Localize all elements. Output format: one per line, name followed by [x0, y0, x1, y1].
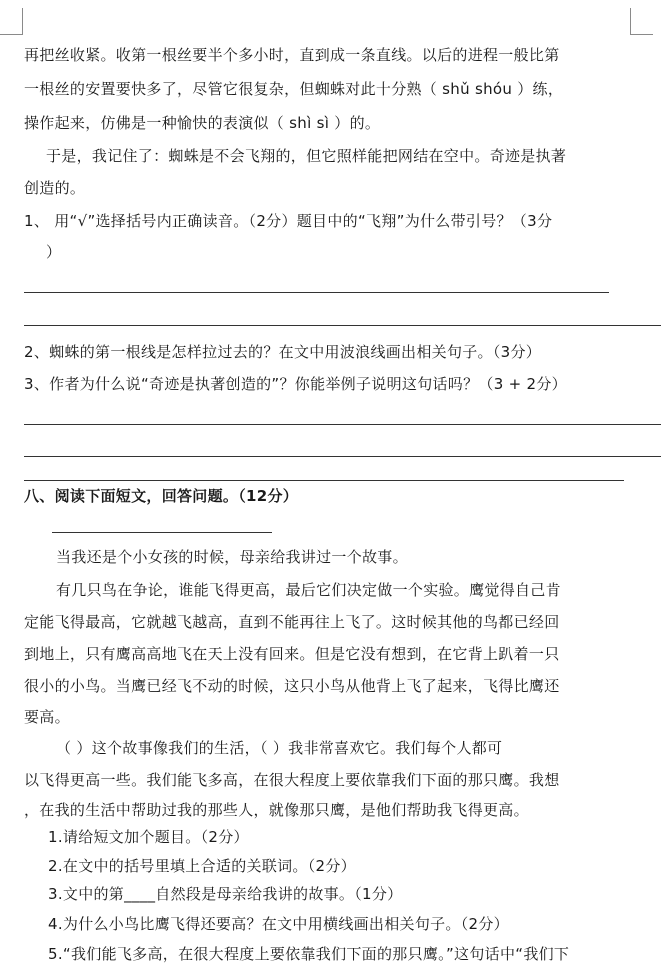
question-1-text-cont: ）	[46, 243, 62, 261]
story-paragraph-3-line-1: （ ）这个故事像我们的生活，（ ）我非常喜欢它。我们每个人都可	[56, 739, 503, 757]
story-paragraph-2-line-3: 到地上，只有鹰高高地飞在天上没有回来。但是它没有想到，在它背上趴着一只	[24, 645, 560, 663]
story-paragraph-1: 当我还是个小女孩的时候，母亲给我讲过一个故事。	[56, 548, 408, 566]
question-2-text: 2、蜘蛛的第一根线是怎样拉过去的？在文中用波浪线画出相关句子。（3分）	[24, 343, 542, 361]
question-8-2: 2.在文中的括号里填上合适的关联词。（2分）	[48, 857, 356, 875]
answer-line-1[interactable]	[24, 292, 609, 293]
story-paragraph-2-line-2: 定能飞得最高，它就越飞越高，直到不能再往上飞了。这时候其他的鸟都已经回	[24, 613, 560, 631]
question-1-text: 1、 用“√”选择括号内正确读音。（2分）题目中的“飞翔”为什么带引号？（3分	[24, 212, 553, 230]
passage-line-5: 创造的。	[24, 179, 86, 197]
story-paragraph-2-line-1: 有几只鸟在争论，谁能飞得更高，最后它们决定做一个实验。鹰觉得自己肯	[56, 581, 561, 599]
question-8-3: 3.文中的第____自然段是母亲给我讲的故事。（1分）	[48, 885, 403, 903]
story-paragraph-3-line-2: 以飞得更高一些。我们能飞多高，在很大程度上要依靠我们下面的那只鹰。我想	[24, 771, 560, 789]
question-8-1: 1.请给短文加个题目。（2分）	[48, 828, 249, 846]
question-8-5: 5.“我们能飞多高，在很大程度上要依靠我们下面的那只鹰。”这句话中“我们下	[48, 945, 570, 963]
title-answer-line[interactable]	[52, 532, 272, 533]
page-corner-mark-right	[630, 8, 653, 35]
story-paragraph-2-line-5: 要高。	[24, 708, 70, 726]
story-paragraph-3-line-3: ，在我的生活中帮助过我的那些人，就像那只鹰，是他们帮助我飞得更高。	[24, 801, 529, 819]
question-8-4: 4.为什么小鸟比鹰飞得还要高？在文中用横线画出相关句子。（2分）	[48, 915, 509, 933]
answer-line-3[interactable]	[24, 424, 661, 425]
story-paragraph-2-line-4: 很小的小鸟。当鹰已经飞不动的时候，这只小鸟从他背上飞了起来，飞得比鹰还	[24, 677, 560, 695]
question-3-text: 3、作者为什么说“奇迹是执著创造的”？你能举例子说明这句话吗？（3 + 2分）	[24, 375, 567, 393]
passage-line-3: 操作起来，仿佛是一种愉快的表演似（ shì sì ）的。	[24, 114, 381, 132]
passage-line-4: 于是，我记住了：蜘蛛是不会飞翔的，但它照样能把网结在空中。奇迹是执著	[46, 147, 567, 165]
passage-line-1: 再把丝收紧。收第一根丝要半个多小时，直到成一条直线。以后的进程一般比第	[24, 46, 560, 64]
page-corner-mark-left	[0, 8, 23, 35]
answer-line-5[interactable]	[24, 480, 624, 481]
answer-line-4[interactable]	[24, 456, 661, 457]
passage-line-2: 一根丝的安置要快多了，尽管它很复杂，但蜘蛛对此十分熟（ shǔ shóu ）练，	[24, 80, 564, 98]
section-8-heading: 八、阅读下面短文，回答问题。（12分）	[24, 487, 299, 505]
answer-line-2[interactable]	[24, 325, 661, 326]
